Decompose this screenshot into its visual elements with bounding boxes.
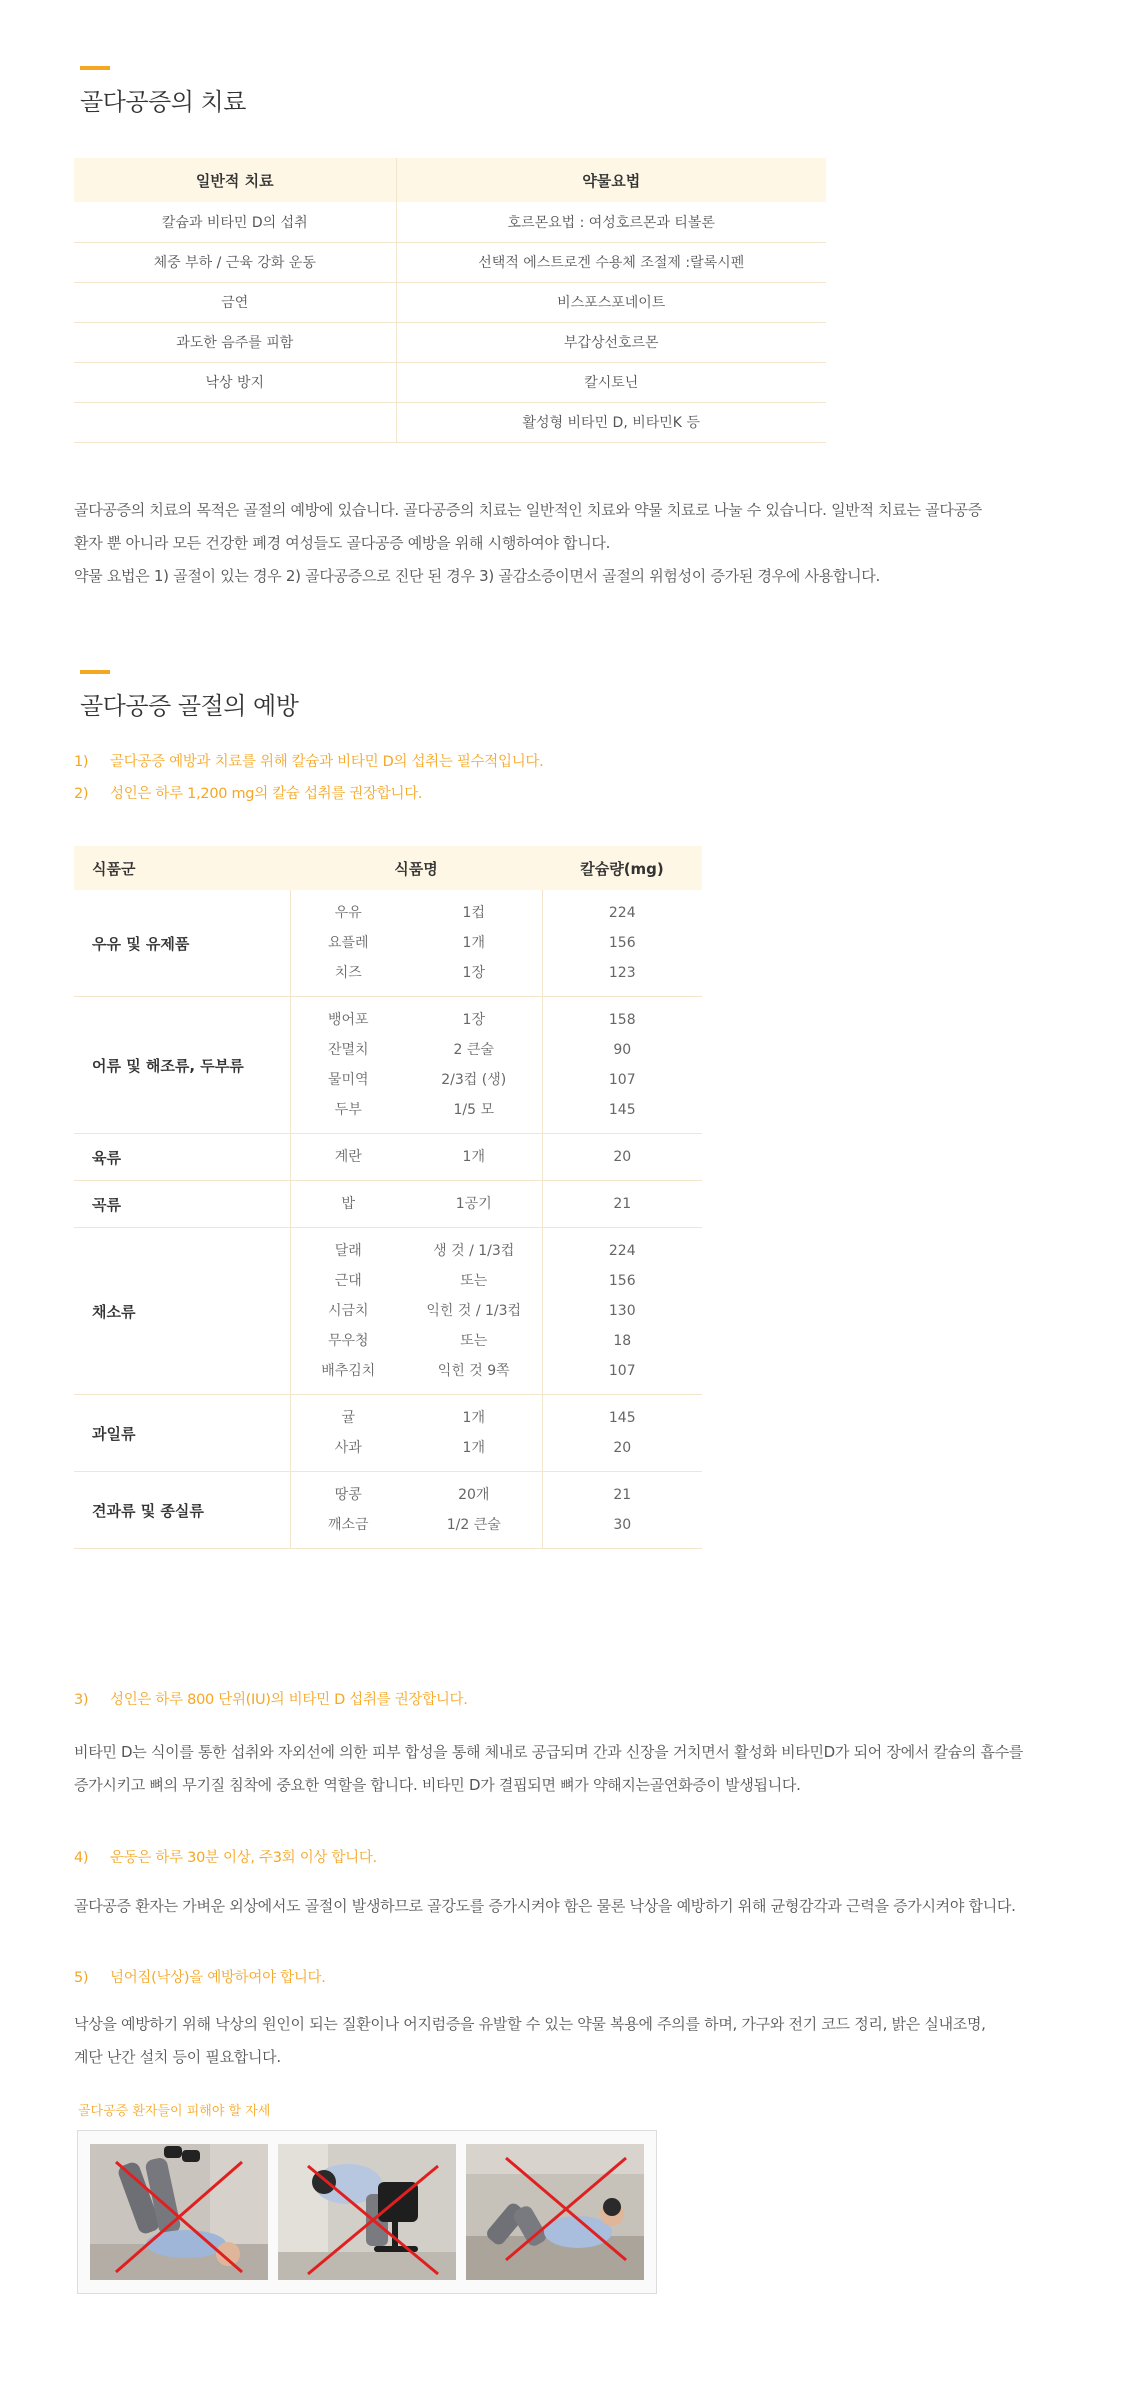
paragraph-line: 환자 뿐 아니라 모든 건강한 폐경 여성들도 골다공증 예방을 위해 시행하여야 합니다. — [74, 534, 611, 552]
food-name-cell — [290, 1134, 406, 1181]
table-cell: 호르몬요법 : 여성호르몬과 티볼론 — [396, 202, 826, 242]
table-cell: 체중 부하 / 근육 강화 운동 — [74, 242, 396, 282]
calcium-amount-cell — [542, 1181, 702, 1228]
table-cell-line: 130 — [608, 1303, 636, 1319]
food-group-cell: 과일류 — [74, 1395, 290, 1472]
table-row — [74, 242, 826, 282]
table-cell-line: 2 큰술 — [453, 1042, 494, 1058]
calcium-amount-cell — [542, 890, 702, 997]
food-name-cell — [290, 890, 406, 997]
table-cell-line: 땅콩 — [334, 1487, 362, 1503]
table-cell: 비스포스포네이트 — [396, 282, 826, 322]
food-name-cell — [290, 1228, 406, 1395]
table-cell-line: 1공기 — [455, 1196, 492, 1212]
table-cell-line: 달래 — [334, 1243, 362, 1259]
table-cell-line: 156 — [608, 935, 636, 951]
food-amount-cell — [406, 1134, 542, 1181]
table-row — [74, 1472, 702, 1549]
posture-photo-1 — [90, 2144, 268, 2280]
table-cell: 활성형 비타민 D, 비타민K 등 — [396, 402, 826, 442]
posture-photo-3-image — [466, 2144, 644, 2280]
food-amount-cell — [406, 1395, 542, 1472]
food-amount-cell — [406, 1472, 542, 1549]
table-cell-line: 1장 — [462, 965, 485, 981]
table-cell-line: 1개 — [462, 1149, 485, 1165]
table-cell-line: 1/2 큰술 — [446, 1517, 501, 1533]
table-cell: 금연 — [74, 282, 396, 322]
table-cell-line: 90 — [613, 1042, 632, 1058]
food-amount-cell — [406, 1181, 542, 1228]
table-row — [74, 202, 826, 242]
table-row — [74, 1228, 702, 1395]
paragraph-line: 약물 요법은 1) 골절이 있는 경우 2) 골다공증으로 진단 된 경우 3) 골감소증이면서 골절의 위험성이 증가된 경우에 사용합니다. — [74, 567, 880, 585]
table-cell-line: 깨소금 — [327, 1517, 369, 1533]
table-row — [74, 1395, 702, 1472]
table-cell-line: 사과 — [334, 1440, 362, 1456]
table-cell-line: 생 것 / 1/3컵 — [433, 1243, 515, 1259]
table-row — [74, 282, 826, 322]
section-title-treatment: 골다공증의 치료 — [80, 88, 246, 116]
treatment-table — [74, 158, 826, 443]
table-cell-line: 1/5 모 — [453, 1102, 494, 1118]
table-cell-line: 145 — [608, 1410, 636, 1426]
section-title-prevention: 골다공증 골절의 예방 — [80, 692, 299, 720]
table-cell: 부갑상선호르몬 — [396, 322, 826, 362]
table-cell-line: 224 — [608, 1243, 636, 1259]
table-cell-line: 107 — [608, 1363, 636, 1379]
table-row — [74, 1134, 702, 1181]
table-cell-line: 107 — [608, 1072, 636, 1088]
food-amount-cell — [406, 1228, 542, 1395]
section-accent-bar — [80, 66, 110, 70]
table-row — [74, 362, 826, 402]
table-cell-line: 224 — [608, 905, 636, 921]
food-group-cell: 우유 및 유제품 — [74, 890, 290, 997]
table-cell-line: 1개 — [462, 935, 485, 951]
food-amount-cell — [406, 890, 542, 997]
table-row — [74, 402, 826, 442]
table-header: 식품명 — [290, 846, 542, 890]
paragraph-line: 비타민 D는 식이를 통한 섭취와 자외선에 의한 피부 합성을 통해 체내로 공급되며 간과 신장을 거치면서 활성화 비타민D가 되어 장에서 칼슘의 흡수를 — [74, 1743, 1024, 1761]
table-cell-line: 145 — [608, 1102, 636, 1118]
table-cell-line: 배추김치 — [321, 1363, 376, 1379]
food-name-cell — [290, 997, 406, 1134]
table-cell-line: 1개 — [462, 1410, 485, 1426]
posture-photo-3 — [466, 2144, 644, 2280]
table-cell-line: 우유 — [334, 905, 362, 921]
posture-photo-2 — [278, 2144, 456, 2280]
table-cell-line: 요플레 — [327, 935, 369, 951]
table-cell: 선택적 에스트로겐 수용체 조절제 :랄록시펜 — [396, 242, 826, 282]
prevention-item-4: 4) 운동은 하루 30분 이상, 주3회 이상 합니다. — [74, 1850, 377, 1866]
table-cell-line: 물미역 — [327, 1072, 369, 1088]
table-cell-line: 1컵 — [462, 905, 485, 921]
table-row — [74, 890, 702, 997]
paragraph-line: 낙상을 예방하기 위해 낙상의 원인이 되는 질환이나 어지럼증을 유발할 수 있는 약물 복용에 주의를 하며, 가구와 전기 코드 정리, 밝은 실내조명, — [74, 2015, 986, 2033]
table-cell — [74, 402, 396, 442]
table-cell-line: 또는 — [460, 1333, 488, 1349]
table-cell-line: 뱅어포 — [327, 1012, 369, 1028]
table-cell-line: 30 — [613, 1517, 632, 1533]
table-header: 식품군 — [74, 846, 290, 890]
exercise-paragraph — [74, 1890, 1016, 1923]
food-group-cell: 육류 — [74, 1134, 290, 1181]
calcium-amount-cell — [542, 1472, 702, 1549]
table-cell-line: 또는 — [460, 1273, 488, 1289]
table-cell-line: 두부 — [334, 1102, 362, 1118]
table-row — [74, 322, 826, 362]
table-cell-line: 20 — [613, 1149, 632, 1165]
vitamin-d-paragraph — [74, 1736, 1023, 1802]
food-group-cell: 곡류 — [74, 1181, 290, 1228]
table-cell-line: 2/3컵 (생) — [441, 1072, 507, 1088]
table-cell: 칼슘과 비타민 D의 섭취 — [74, 202, 396, 242]
photo-caption: 골다공증 환자들이 피해야 할 자세 — [78, 2104, 271, 2119]
table-cell-line: 1개 — [462, 1440, 485, 1456]
table-cell-line: 20개 — [458, 1487, 490, 1503]
paragraph-line: 증가시키고 뼈의 무기질 침착에 중요한 역할을 합니다. 비타민 D가 결핍되면 뼈가 약해지는골연화증이 발생됩니다. — [74, 1776, 801, 1794]
calcium-amount-cell — [542, 1134, 702, 1181]
table-cell-line: 시금치 — [327, 1303, 369, 1319]
table-header: 칼슘량(mg) — [542, 846, 702, 890]
posture-photo-panel — [77, 2130, 657, 2294]
calcium-amount-cell — [542, 1228, 702, 1395]
table-cell-line: 21 — [613, 1487, 632, 1503]
table-header-row — [74, 846, 702, 890]
table-cell-line: 20 — [613, 1440, 632, 1456]
table-row — [74, 997, 702, 1134]
calcium-amount-cell — [542, 1395, 702, 1472]
table-header-row — [74, 158, 826, 202]
table-row — [74, 1181, 702, 1228]
food-group-cell: 어류 및 해조류, 두부류 — [74, 997, 290, 1134]
calcium-table — [74, 846, 702, 1549]
table-cell-line: 익힌 것 / 1/3컵 — [426, 1303, 522, 1319]
prevention-item-3: 3) 성인은 하루 800 단위(IU)의 비타민 D 섭취를 권장합니다. — [74, 1692, 468, 1708]
food-group-cell: 채소류 — [74, 1228, 290, 1395]
section-accent-bar — [80, 670, 110, 674]
table-header: 약물요법 — [396, 158, 826, 202]
paragraph-line: 계단 난간 설치 등이 필요합니다. — [74, 2048, 281, 2066]
food-name-cell — [290, 1181, 406, 1228]
table-cell-line: 18 — [613, 1333, 632, 1349]
food-amount-cell — [406, 997, 542, 1134]
food-group-cell: 견과류 및 종실류 — [74, 1472, 290, 1549]
table-cell-line: 근대 — [334, 1273, 362, 1289]
prevention-item-1: 1) 골다공증 예방과 치료를 위해 칼슘과 비타민 D의 섭취는 필수적입니다. — [74, 754, 544, 770]
table-cell: 과도한 음주를 피함 — [74, 322, 396, 362]
prevention-item-2: 2) 성인은 하루 1,200 mg의 칼슘 섭취를 권장합니다. — [74, 786, 423, 802]
table-cell-line: 156 — [608, 1273, 636, 1289]
table-cell-line: 밥 — [341, 1196, 356, 1212]
table-header: 일반적 치료 — [74, 158, 396, 202]
table-cell-line: 계란 — [334, 1149, 362, 1165]
table-cell-line: 158 — [608, 1012, 636, 1028]
posture-photo-1-image — [90, 2144, 268, 2280]
prevention-item-5: 5) 넘어짐(낙상)을 예방하여야 합니다. — [74, 1970, 326, 1986]
food-name-cell — [290, 1395, 406, 1472]
food-name-cell — [290, 1472, 406, 1549]
table-cell-line: 귤 — [341, 1410, 356, 1426]
table-cell: 칼시토닌 — [396, 362, 826, 402]
posture-photo-2-image — [278, 2144, 456, 2280]
table-cell-line: 치즈 — [334, 965, 362, 981]
fall-prevention-paragraph — [74, 2008, 986, 2074]
table-cell: 낙상 방지 — [74, 362, 396, 402]
table-cell-line: 123 — [608, 965, 636, 981]
table-cell-line: 21 — [613, 1196, 632, 1212]
treatment-paragraph — [74, 494, 982, 593]
table-cell-line: 잔멸치 — [327, 1042, 369, 1058]
calcium-amount-cell — [542, 997, 702, 1134]
paragraph-line: 골다공증 환자는 가벼운 외상에서도 골절이 발생하므로 골강도를 증가시켜야 함은 물론 낙상을 예방하기 위해 균형감각과 근력을 증가시켜야 합니다. — [74, 1897, 1016, 1915]
table-cell-line: 1장 — [462, 1012, 485, 1028]
table-cell-line: 무우청 — [327, 1333, 369, 1349]
paragraph-line: 골다공증의 치료의 목적은 골절의 예방에 있습니다. 골다공증의 치료는 일반적인 치료와 약물 치료로 나눌 수 있습니다. 일반적 치료는 골다공증 — [74, 501, 982, 519]
table-cell-line: 익힌 것 9쪽 — [437, 1363, 510, 1379]
